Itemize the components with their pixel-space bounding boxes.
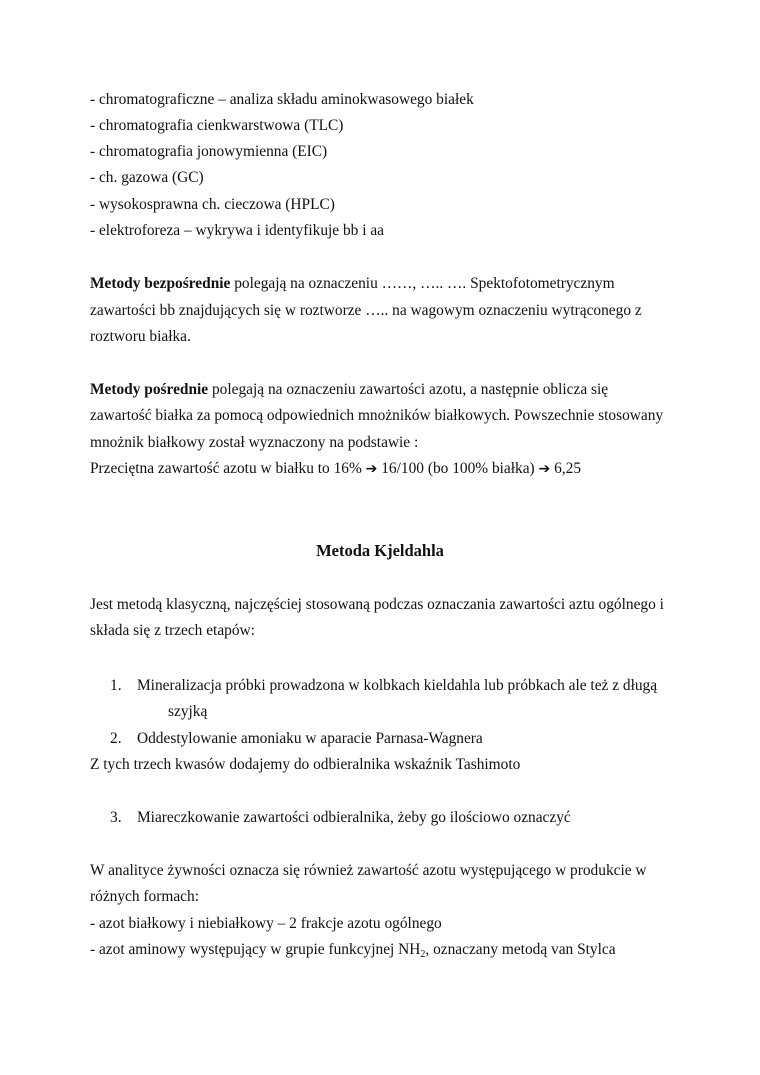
step-number: 3. xyxy=(110,809,122,826)
indirect-methods-line4: Przeciętna zawartość azotu w białku to 16% ➔ 16/100 (bo 100% białka) ➔ 6,25 xyxy=(90,460,582,477)
step-number: 1. xyxy=(110,677,122,694)
section-title: Metoda Kjeldahla xyxy=(316,541,444,560)
step-number: 2. xyxy=(110,730,122,747)
food-analysis-line1: W analityce żywności oznacza się również zawartość azotu występującego w produkcie w xyxy=(90,862,647,879)
direct-methods-line1: Metody bezpośrednie polegają na oznaczeniu ……, ….. …. Spektofotometrycznym xyxy=(90,275,615,292)
indirect-methods-line2: zawartość białka za pomocą odpowiednich mnożników białkowych. Powszechnie stosowany xyxy=(90,407,664,424)
direct-methods-term: Metody bezpośrednie xyxy=(90,275,231,292)
list-item: - azot aminowy występujący w grupie funkcyjnej $NH_2$, oznaczany metodą van Stylca xyxy=(90,941,616,960)
step-3-text: Miareczkowanie zawartości odbieralnika, żeby go ilościowo oznaczyć xyxy=(137,809,571,826)
list-item: - wysokosprawna ch. cieczowa (HPLC) xyxy=(90,196,335,213)
list-item: - chromatograficzne – analiza składu aminokwasowego białek xyxy=(90,91,474,108)
indirect-methods-line3: mnożnik białkowy został wyznaczony na podstawie : xyxy=(90,434,419,451)
indirect-methods-term: Metody pośrednie xyxy=(90,381,209,398)
indirect-methods-line1: Metody pośrednie polegają na oznaczeniu zawartości azotu, a następnie oblicza się xyxy=(90,381,609,398)
list-item: - chromatografia cienkwarstwowa (TLC) xyxy=(90,117,344,134)
step-1-text: Mineralizacja próbki prowadzona w kolbkach kieldahla lub próbkach ale też z długą xyxy=(137,677,658,694)
arrow-right-icon: ➔ xyxy=(365,461,378,477)
list-item: - elektroforeza – wykrywa i identyfikuje bb i aa xyxy=(90,222,385,239)
kjeldahl-note: Z tych trzech kwasów dodajemy do odbieralnika wskaźnik Tashimoto xyxy=(90,756,521,773)
direct-methods-line3: roztworu białka. xyxy=(90,328,191,345)
list-item: - ch. gazowa (GC) xyxy=(90,169,204,186)
food-analysis-line2: różnych formach: xyxy=(90,888,199,905)
step-1-text-cont: szyjką xyxy=(168,703,208,720)
kjeldahl-intro-line2: składa się z trzech etapów: xyxy=(90,622,255,639)
kjeldahl-intro-line1: Jest metodą klasyczną, najczęściej stosowaną podczas oznaczania zawartości aztu ogólnego i xyxy=(90,596,664,613)
direct-methods-line2: zawartości bb znajdujących się w roztworze ….. na wagowym oznaczeniu wytrąconego z xyxy=(90,302,642,319)
arrow-right-icon: ➔ xyxy=(538,461,551,477)
list-item: - chromatografia jonowymienna (EIC) xyxy=(90,143,328,160)
step-2-text: Oddestylowanie amoniaku w aparacie Parnasa-Wagnera xyxy=(137,730,483,747)
list-item: - azot białkowy i niebiałkowy – 2 frakcje azotu ogólnego xyxy=(90,915,442,932)
